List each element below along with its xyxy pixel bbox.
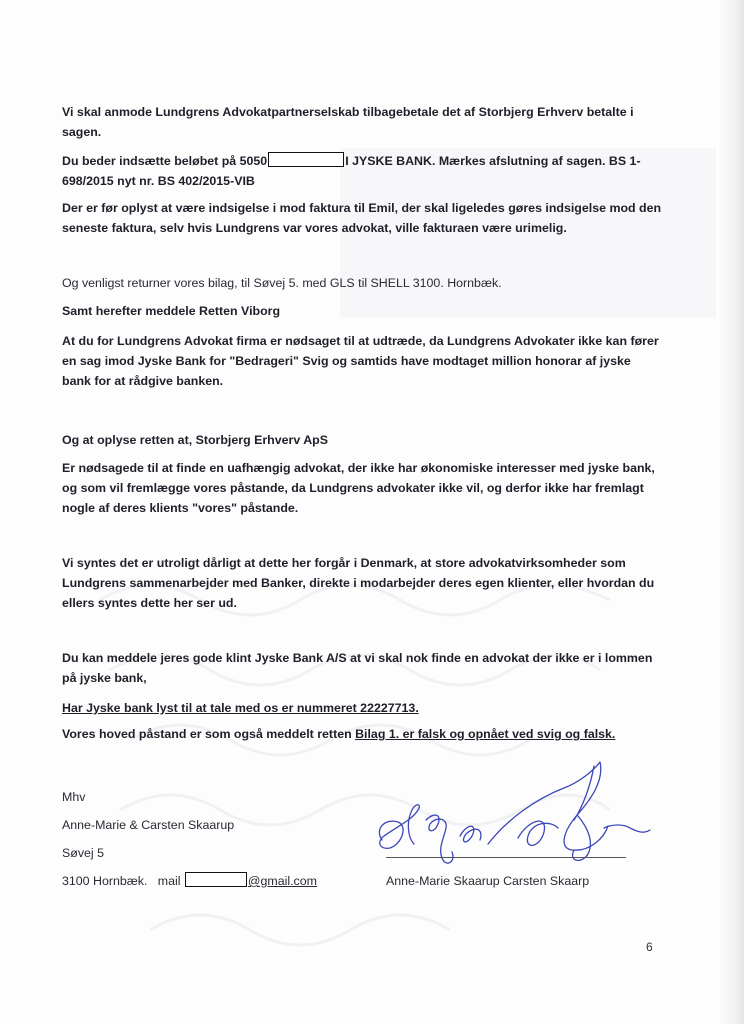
paragraph-inform-court: Og at oplyse retten at, Storbjerg Erhverv ApS [62, 433, 329, 447]
paragraph-invoice-objection: Der er før oplyst at være indsigelse i mod faktura til Emil, der skal ligeledes gøres indsigelse mod den seneste faktura, selv hvis Lundgrens var vores advokat, ville fakturaen være urimelig. [62, 201, 662, 235]
sender-city: 3100 Hornbæk. [62, 874, 148, 888]
main-claim-text: Vores hoved påstand er som også meddelt retten [62, 727, 356, 741]
bank-account-prefix: Du beder indsætte beløbet på 5050 [62, 154, 268, 168]
signature-line [386, 857, 626, 858]
paragraph-independent-lawyer: Er nødsagede til at finde en uafhængig advokat, der ikke har økonomiske interesser med jyske bank, og som vil fremlægge vores påstande, da Lundgrens advokater ikke vil, og derfor ikke har fremlagt nogle af deres klients "vores" påstande. [62, 461, 655, 515]
sender-street: Søvej 5 [62, 846, 105, 860]
paragraph-withdrawal: At du for Lundgrens Advokat firma er nødsaget til at udtræde, da Lundgrens Advokater ikke kan fører en sag imod Jyske Bank for "Bedrageri" Svig og samtids have modtaget million honorar af jyske bank for at rådgive banken. [62, 334, 659, 388]
closing-greeting: Mhv [62, 790, 86, 804]
handwritten-signature [368, 758, 658, 878]
paragraph-complaint: Vi syntes det er utroligt dårligt at dette her forgår i Denmark, at store advokatvirksomheder som Lundgrens sammenarbejder med Banker, direkte i modarbejder deres egen klienter, eller hvordan du ellers syntes dette her ser ud. [62, 556, 655, 610]
page-number: 6 [646, 940, 653, 954]
paragraph-main-claim [62, 724, 662, 744]
page-edge-shadow [716, 0, 744, 1024]
mail-label: mail [157, 874, 181, 888]
redacted-email-user [185, 872, 247, 887]
mail-domain: @gmail.com [247, 874, 317, 888]
paragraph-notify-court: Samt herefter meddele Retten Viborg [62, 304, 281, 318]
paragraph-return-documents: Og venligst returner vores bilag, til Søvej 5. med GLS til SHELL 3100. Hornbæk. [62, 276, 502, 290]
bank-details-text: I JYSKE BANK. Mærkes afslutning af sagen. BS 1-698/2015 nyt nr. BS 402/2015-VIB [62, 154, 641, 188]
paragraph-phone-number: Har Jyske bank lyst til at tale med os er nummeret 22227713. [62, 701, 419, 715]
paragraph-repayment-request: Vi skal anmode Lundgrens Advokatpartnerselskab tilbagebetale det af Storbjerg Erhverv betalte i sagen. [62, 105, 634, 139]
sender-names: Anne-Marie & Carsten Skaarup [62, 818, 235, 832]
redacted-account-number [268, 152, 344, 167]
sender-city-mail [62, 871, 317, 891]
main-claim-emphasis: Bilag 1. er falsk og opnået ved svig og falsk. [355, 727, 616, 741]
signature-names: Anne-Marie Skaarup Carsten Skaarp [386, 874, 590, 888]
paragraph-message-to-bank: Du kan meddele jeres gode klint Jyske Bank A/S at vi skal nok finde en advokat der ikke er i lommen på jyske bank, [62, 651, 653, 685]
paragraph-bank-details [62, 151, 662, 191]
